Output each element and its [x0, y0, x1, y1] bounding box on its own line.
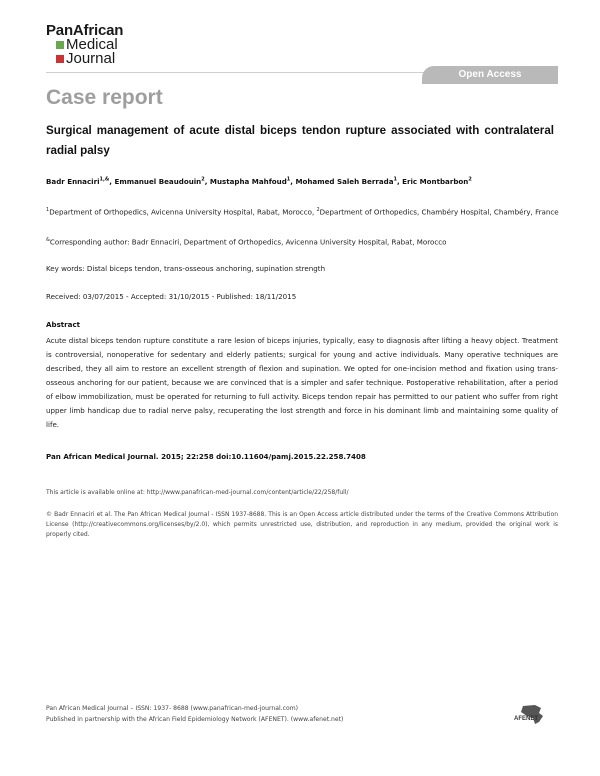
author-list [46, 177, 472, 186]
author [295, 177, 402, 186]
affiliation-sup: 2 [316, 207, 320, 213]
abstract-text: Acute distal biceps tendon rupture constitute a rare lesion of biceps injuries, typically, easy to diagnosis after lifting a heavy object. Treatment is controversial, nonoperative for sedentary and elderly patients; surgical for young and active individuals. Many operative techniques are described, they all aim to restore an excellent strength of flexion and supination. We opted for one-incision method and fixation using trans-osseous anchoring for our patient, because we are convinced that is a simpler and safer technique. Postoperative rehabilitation, after a period of elbow immobilization, must be operated for returning to full activity. Biceps tendon repair has permitted to our patient who suffer from right upper limb handicap due to radial nerve palsy, recuperating the lost strength and force in his dominant limb and maintaining some quality of life. [46, 336, 558, 429]
logo-square-icon [56, 41, 64, 49]
affiliation-sup: 1 [46, 207, 50, 213]
article-type: Case report [46, 86, 163, 109]
author [210, 177, 296, 186]
corresponding-text: Corresponding author: Badr Ennaciri, Department of Orthopedics, Avicenna University Hospital, Rabat, Morocco [49, 237, 447, 247]
footer-issn: Pan African Medical Journal – ISSN: 1937- 8688 (www.panafrican-med-journal.com) [46, 705, 299, 712]
keywords: Key words: Distal biceps tendon, trans-osseous anchoring, supination strength [46, 264, 326, 273]
author-sup: 1 [286, 177, 291, 183]
author [46, 177, 114, 186]
logo-line-2-text: Medical [66, 36, 118, 53]
author-sep: , [109, 177, 115, 187]
logo-line-1: PanAfrican [46, 22, 124, 39]
author-sup: 2 [468, 177, 472, 183]
author [114, 177, 209, 186]
affiliation-text: Department of Orthopedics, Avicenna University Hospital, Rabat, Morocco, [49, 207, 317, 217]
author-name: Badr Ennaciri [46, 177, 100, 187]
author-sup: 2 [201, 177, 205, 183]
author-name: Mohamed Saleh Berrada [295, 177, 394, 187]
open-access-badge: Open Access [422, 66, 558, 84]
author-sep: , [204, 177, 210, 187]
author-name: Eric Montbarbon [402, 177, 469, 187]
author [402, 177, 472, 186]
abstract-heading: Abstract [46, 320, 81, 329]
author-sep: , [396, 177, 403, 187]
affiliations [46, 207, 558, 216]
availability-note: This article is available online at: http://www.panafrican-med-journal.com/content/article/22/258/full/ [46, 489, 349, 496]
author-sep: , [290, 177, 296, 187]
journal-logo [46, 24, 123, 66]
logo-line-3 [46, 52, 123, 66]
article-title: Surgical management of acute distal biceps tendon rupture associated with contralateral radial palsy [46, 124, 554, 157]
author-name: Emmanuel Beaudouin [114, 177, 202, 187]
logo-line-3-text: Journal [66, 50, 116, 67]
corresponding-author [46, 237, 447, 246]
citation: Pan African Medical Journal. 2015; 22:258 doi:10.11604/pamj.2015.22.258.7408 [46, 452, 366, 461]
africa-map-icon [515, 704, 563, 726]
afenet-logo-text: AFENET [514, 716, 538, 722]
author-sup: 1,& [99, 177, 110, 183]
author-name: Mustapha Mahfoud [209, 177, 287, 187]
corresponding-sup: & [46, 237, 50, 243]
logo-square-icon [56, 55, 64, 63]
footer-partnership: Published in partnership with the African Field Epidemiology Network (AFENET). (www.afenet.net) [46, 716, 344, 723]
publication-dates: Received: 03/07/2015 - Accepted: 31/10/2015 - Published: 18/11/2015 [46, 292, 297, 301]
affiliation-text: Department of Orthopedics, Chambéry Hospital, Chambéry, France [319, 207, 559, 217]
author-sup: 1 [393, 177, 397, 183]
copyright-note: © Badr Ennaciri et al. The Pan African Medical Journal - ISSN 1937-8688. This is an Open Access article distributed under the terms of the Creative Commons Attribution License (http://creativecommons.org/licenses/by/2.0), which permits unrestricted use, distribution, and reproduction in any medium, provided the original work is properly cited. [46, 511, 558, 538]
